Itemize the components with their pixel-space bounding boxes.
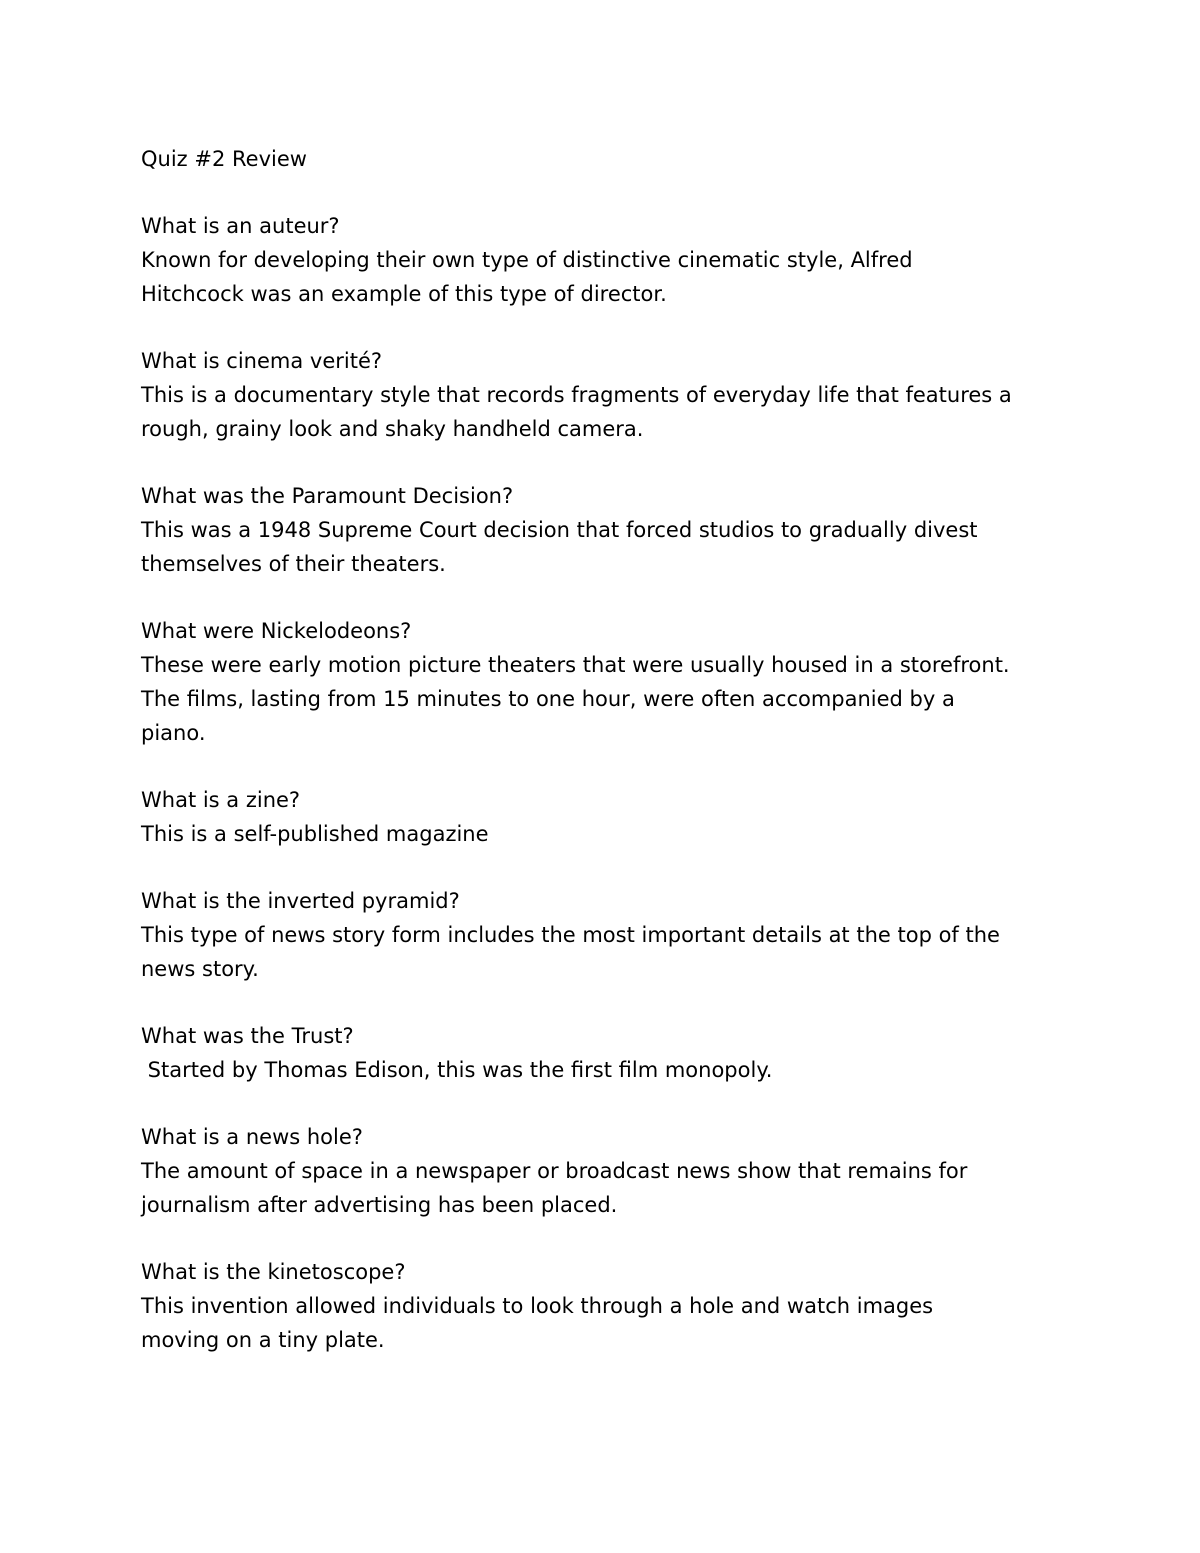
paragraph-spacer: [141, 851, 1081, 884]
paragraph-spacer: [141, 176, 1081, 209]
answer-line: rough, grainy look and shaky handheld camera.: [141, 417, 644, 441]
paragraph-spacer: [141, 446, 1081, 479]
question-text: What is a news hole?: [141, 1125, 363, 1149]
qa-item-nickelodeons: [141, 614, 1081, 750]
paragraph-spacer: [141, 986, 1081, 1019]
qa-item-news-hole: [141, 1120, 1081, 1222]
question-text: What was the Trust?: [141, 1024, 354, 1048]
qa-item-inverted-pyramid: [141, 884, 1081, 986]
paragraph-spacer: [141, 581, 1081, 614]
answer-line: This is a documentary style that records fragments of everyday life that features a: [141, 383, 1012, 407]
answer-line: These were early motion picture theaters that were usually housed in a storefront.: [141, 653, 1010, 677]
question-text: What is cinema verité?: [141, 349, 383, 373]
document-title: Quiz #2 Review: [141, 147, 307, 171]
answer-line: The amount of space in a newspaper or broadcast news show that remains for: [141, 1159, 968, 1183]
answer-line: moving on a tiny plate.: [141, 1328, 385, 1352]
answer-line: This was a 1948 Supreme Court decision that forced studios to gradually divest: [141, 518, 978, 542]
answer-line: Started by Thomas Edison, this was the first film monopoly.: [141, 1058, 773, 1082]
answer-line: Known for developing their own type of distinctive cinematic style, Alfred: [141, 248, 913, 272]
qa-item-trust: [141, 1019, 1081, 1087]
question-text: What is the inverted pyramid?: [141, 889, 460, 913]
question-text: What is a zine?: [141, 788, 301, 812]
answer-line: themselves of their theaters.: [141, 552, 446, 576]
question-text: What is the kinetoscope?: [141, 1260, 406, 1284]
paragraph-spacer: [141, 1222, 1081, 1255]
answer-line: news story.: [141, 957, 259, 981]
answer-line: Hitchcock was an example of this type of director.: [141, 282, 667, 306]
qa-item-zine: [141, 783, 1081, 851]
qa-item-auteur: [141, 209, 1081, 311]
paragraph-spacer: [141, 1087, 1081, 1120]
question-text: What was the Paramount Decision?: [141, 484, 514, 508]
answer-line: This type of news story form includes the most important details at the top of the: [141, 923, 1000, 947]
paragraph-spacer: [141, 311, 1081, 344]
answer-line: journalism after advertising has been placed.: [141, 1193, 618, 1217]
answer-line: This invention allowed individuals to look through a hole and watch images: [141, 1294, 934, 1318]
qa-item-paramount-decision: [141, 479, 1081, 581]
question-text: What were Nickelodeons?: [141, 619, 412, 643]
answer-line: The films, lasting from 15 minutes to one hour, were often accompanied by a: [141, 687, 955, 711]
answer-line: piano.: [141, 721, 206, 745]
document-body: [141, 142, 1081, 1357]
question-text: What is an auteur?: [141, 214, 340, 238]
qa-item-kinetoscope: [141, 1255, 1081, 1357]
qa-item-cinema-verite: [141, 344, 1081, 446]
paragraph-spacer: [141, 750, 1081, 783]
answer-line: This is a self-published magazine: [141, 822, 489, 846]
